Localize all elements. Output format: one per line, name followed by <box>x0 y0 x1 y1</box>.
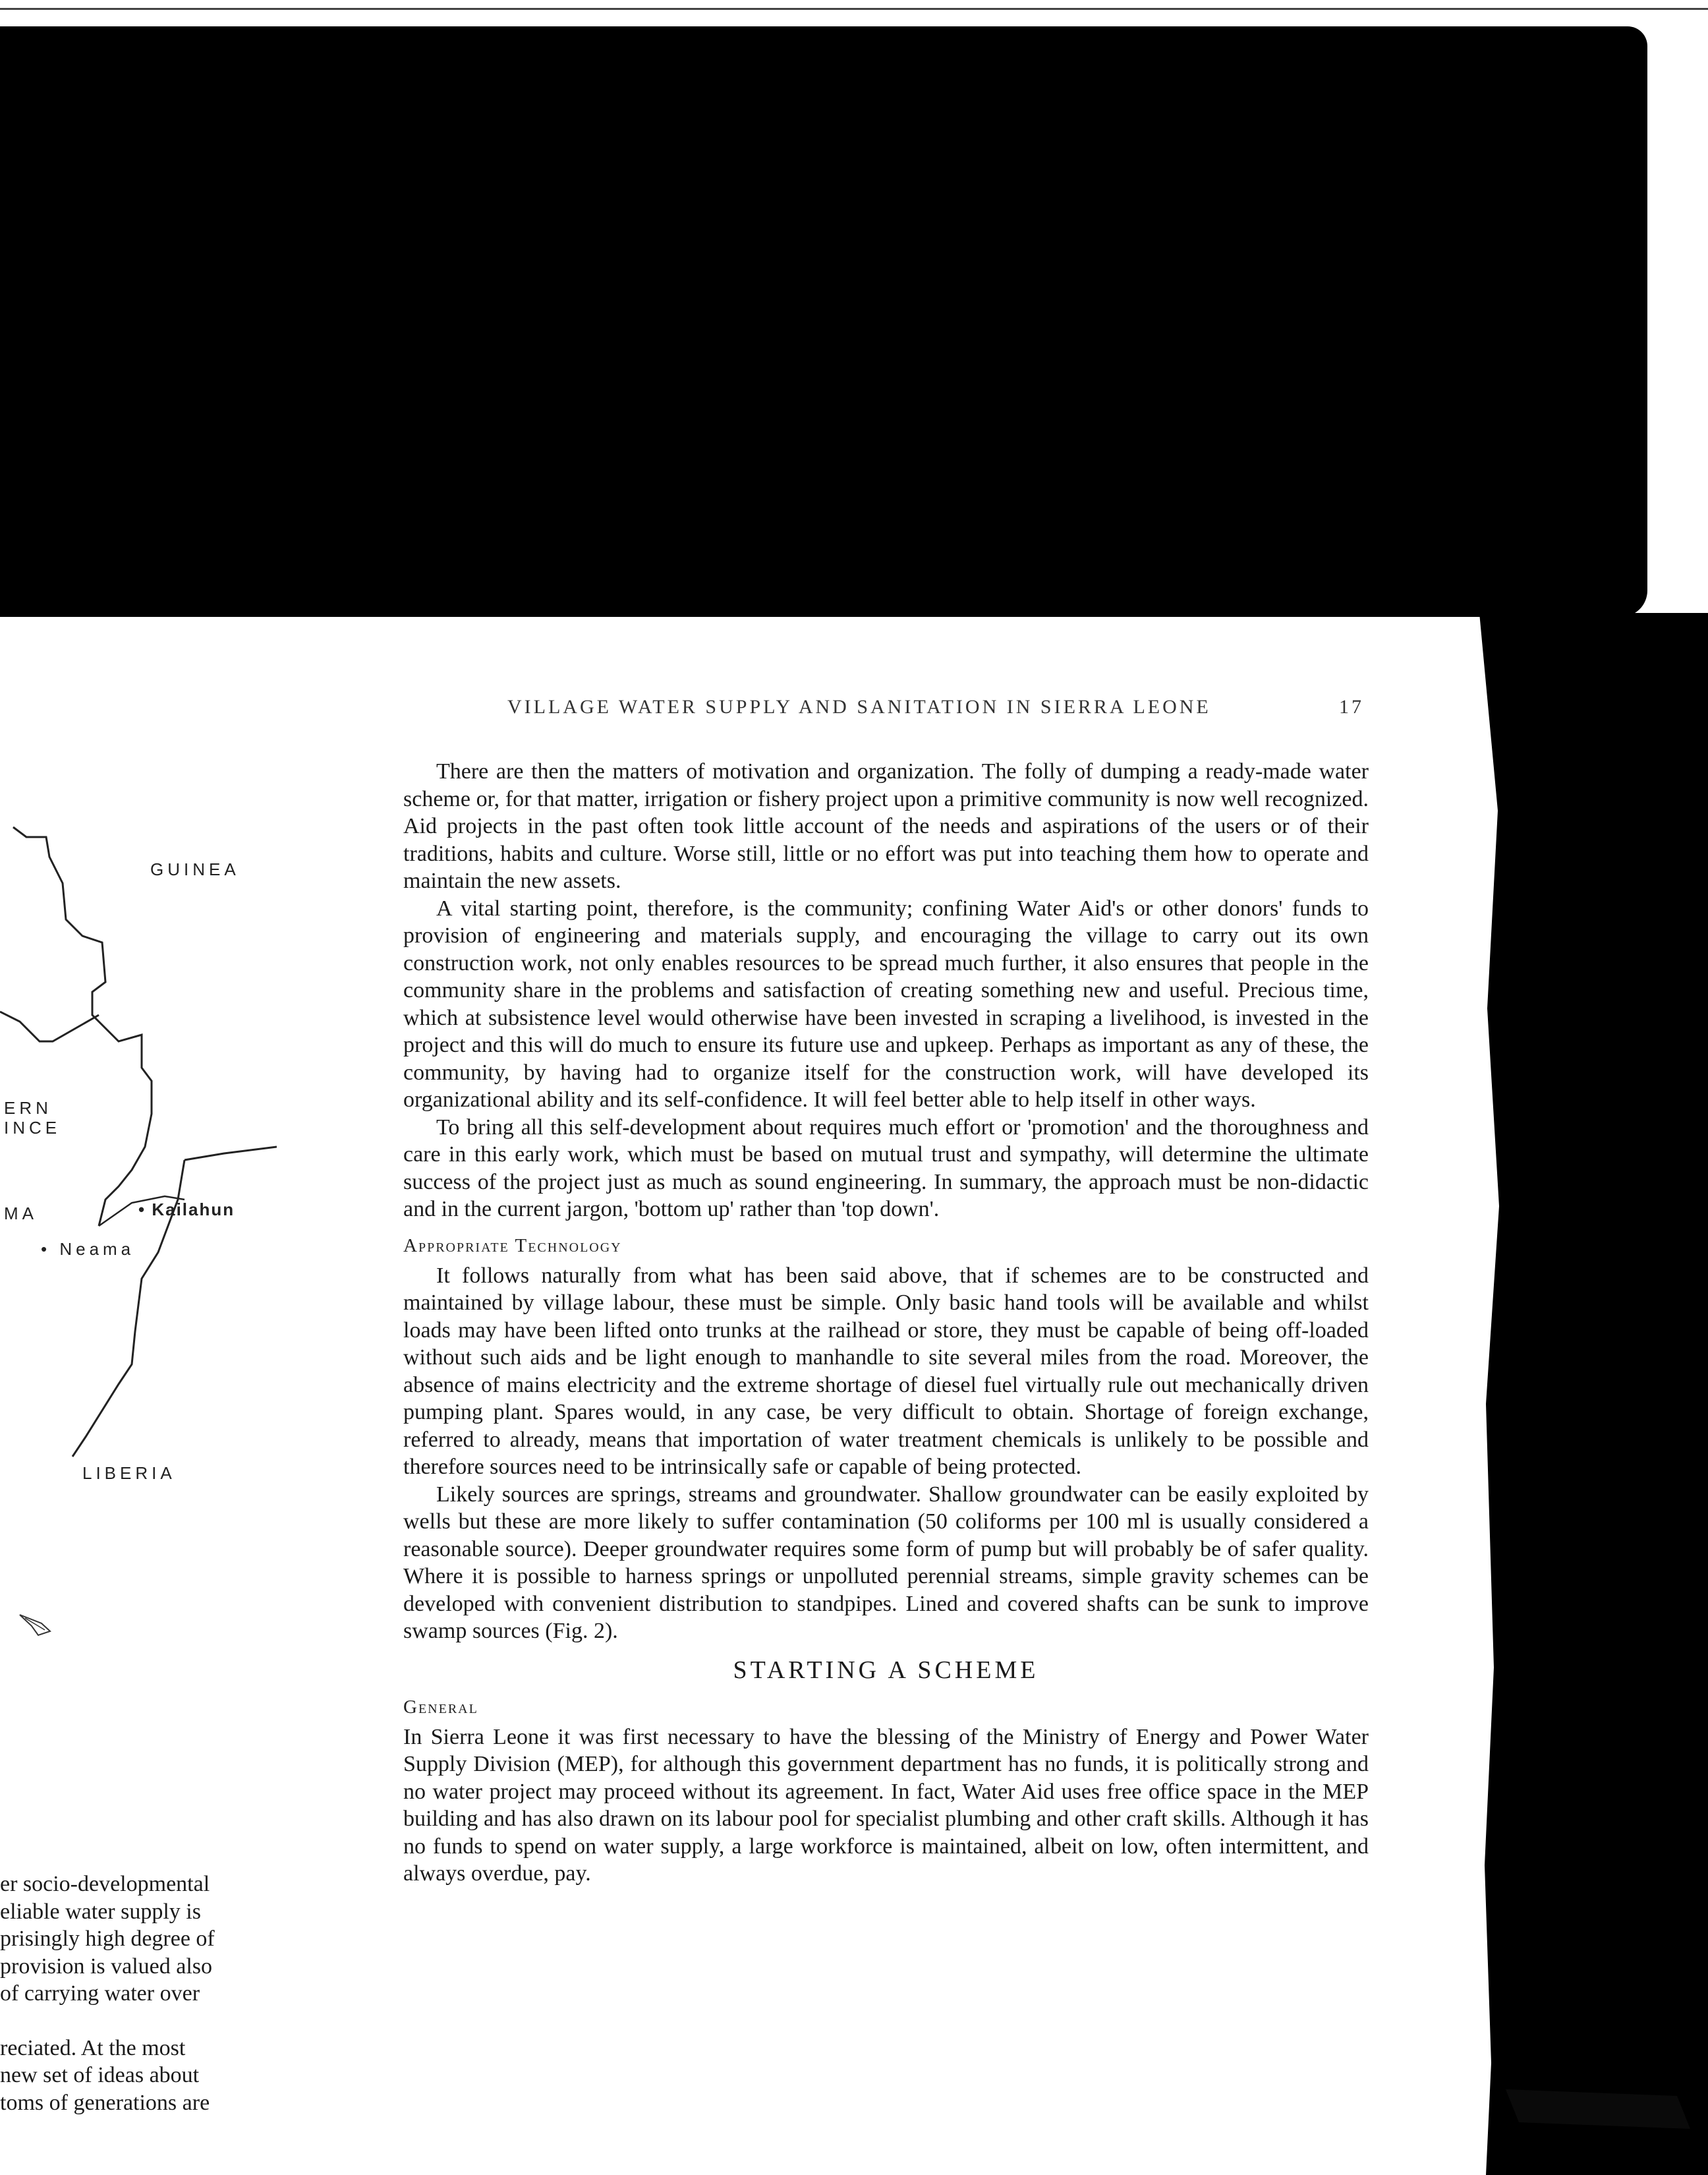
subhead-appropriate-technology: Appropriate Technology <box>403 1234 622 1256</box>
scan-black-area-top <box>0 26 1647 617</box>
margin-line: provision is valued also <box>0 1954 213 1979</box>
subhead-general: General <box>403 1696 478 1718</box>
paragraph-community: A vital starting point, therefore, is the community; confining Water Aid's or other donors' funds to provision of engineering and materials supply, and encouraging the village to carry out its own construction work, not only enables resources to be spread much further, it also ensures that people in the community share in the problems and satisfaction of creating something new and useful. Precious time, which at subsistence level would otherwise have been invested in scraping a livelihood, is invested in the project and this will do much to ensure its future use and upkeep. Perhaps as important as any of these, the community, by having had to organize itself for the construction work, will have developed its organizational ability and its self-confidence. It will feel better able to help itself in other ways. <box>403 896 1369 1112</box>
paragraph-motivation: There are then the matters of motivation and organization. The folly of dumping a ready-made water scheme or, for that matter, irrigation or fishery project upon a primitive community is now well recognized. Aid projects in the past often took little account of the needs and aspirations of the users or of their traditions, habits and culture. Worse still, little or no effort was put into teaching them how to operate and maintain the new assets. <box>403 759 1369 893</box>
margin-line: eliable water supply is <box>0 1899 201 1924</box>
map-symbol-icon <box>18 1611 51 1638</box>
margin-line: reciated. At the most <box>0 2035 186 2060</box>
scan-black-edge-right <box>1479 613 1708 2175</box>
margin-line: prisingly high degree of <box>0 1927 215 1951</box>
map-border-liberia <box>185 1147 277 1160</box>
top-rule <box>0 8 1708 10</box>
map-label-neama: • Neama <box>41 1239 135 1259</box>
kailahun-text: Kailahun <box>152 1200 235 1219</box>
paragraph-simple-schemes: It follows naturally from what has been said above, that if schemes are to be constructed and maintained by village labour, these must be simple. Only basic hand tools will be available and whilst loads may have been lifted onto trunks at the railhead or store, they must be capable of being off-loaded without such aids and be light enough to manhandle to site several miles from the road. Moreover, the absence of mains electricity and the extreme shortage of diesel fuel virtually rule out mechanically driven pumping plant. Spares would, in any case, be very difficult to obtain. Shortage of foreign exchange, referred to already, means that importation of water treatment chemicals is unlikely to be possible and therefore sources need to be intrinsically safe or capable of being protected. <box>403 1263 1369 1479</box>
paragraph-sources: Likely sources are springs, streams and groundwater. Shallow groundwater can be easily exploited by wells but these are more likely to suffer contamination (50 coliforms per 100 ml is usually considered a reasonable source). Deeper groundwater requires some form of pump but will probably be of safer quality. Where it is possible to harness springs or unpolluted perennial streams, simple gravity schemes can be developed with convenient distribution to standpipes. Lined and covered shafts can be sunk to improve swamp sources (Fig. 2). <box>403 1482 1369 1643</box>
map-border-guinea <box>13 827 152 1226</box>
map-border-west <box>0 1012 99 1041</box>
edge-stamp-text: Univ. of Washing <box>1382 995 1459 1607</box>
body-column <box>403 758 1369 1888</box>
margin-line: toms of generations are <box>0 2090 210 2115</box>
running-head <box>507 696 1364 718</box>
map-label-ma: MA <box>4 1204 38 1223</box>
map-label-guinea: GUINEA <box>150 859 240 879</box>
neama-text: Neama <box>59 1239 135 1259</box>
page-number: 17 <box>1339 696 1364 718</box>
paragraph-mep: In Sierra Leone it was first necessary to have the blessing of the Ministry of Energy and Power Water Supply Division (MEP), for although this government department has no funds, it is politically strong and no water project may proceed without its agreement. In fact, Water Aid uses free office space in the MEP building and has also drawn on its labour pool for specialist plumbing and other craft skills. Although it has no funds to spend on water supply, a large workforce is maintained, albeit on low, often intermittent, and always overdue, pay. <box>403 1724 1369 1886</box>
running-head-title: VILLAGE WATER SUPPLY AND SANITATION IN SIERRA LEONE <box>507 696 1211 718</box>
margin-line: new set of ideas about <box>0 2063 200 2087</box>
margin-line: of carrying water over <box>0 1981 200 2006</box>
section-title-starting-scheme: STARTING A SCHEME <box>733 1656 1039 1684</box>
map-label-ince: INCE <box>4 1118 61 1138</box>
map-label-kailahun: • Kailahun <box>138 1200 235 1219</box>
facing-page-text-fragment <box>0 1870 277 2116</box>
map-label-ern: ERN <box>4 1098 52 1118</box>
map-label-liberia: LIBERIA <box>82 1463 176 1483</box>
paragraph-promotion: To bring all this self-development about requires much effort or 'promotion' and the thoroughness and care in this early work, which must be based on mutual trust and sympathy, will determine the ultimate success of the project just as much as sound engineering. In summary, the approach must be non-didactic and in the current jargon, 'bottom up' rather than 'top down'. <box>403 1115 1369 1221</box>
margin-line: er socio-developmental <box>0 1872 210 1896</box>
